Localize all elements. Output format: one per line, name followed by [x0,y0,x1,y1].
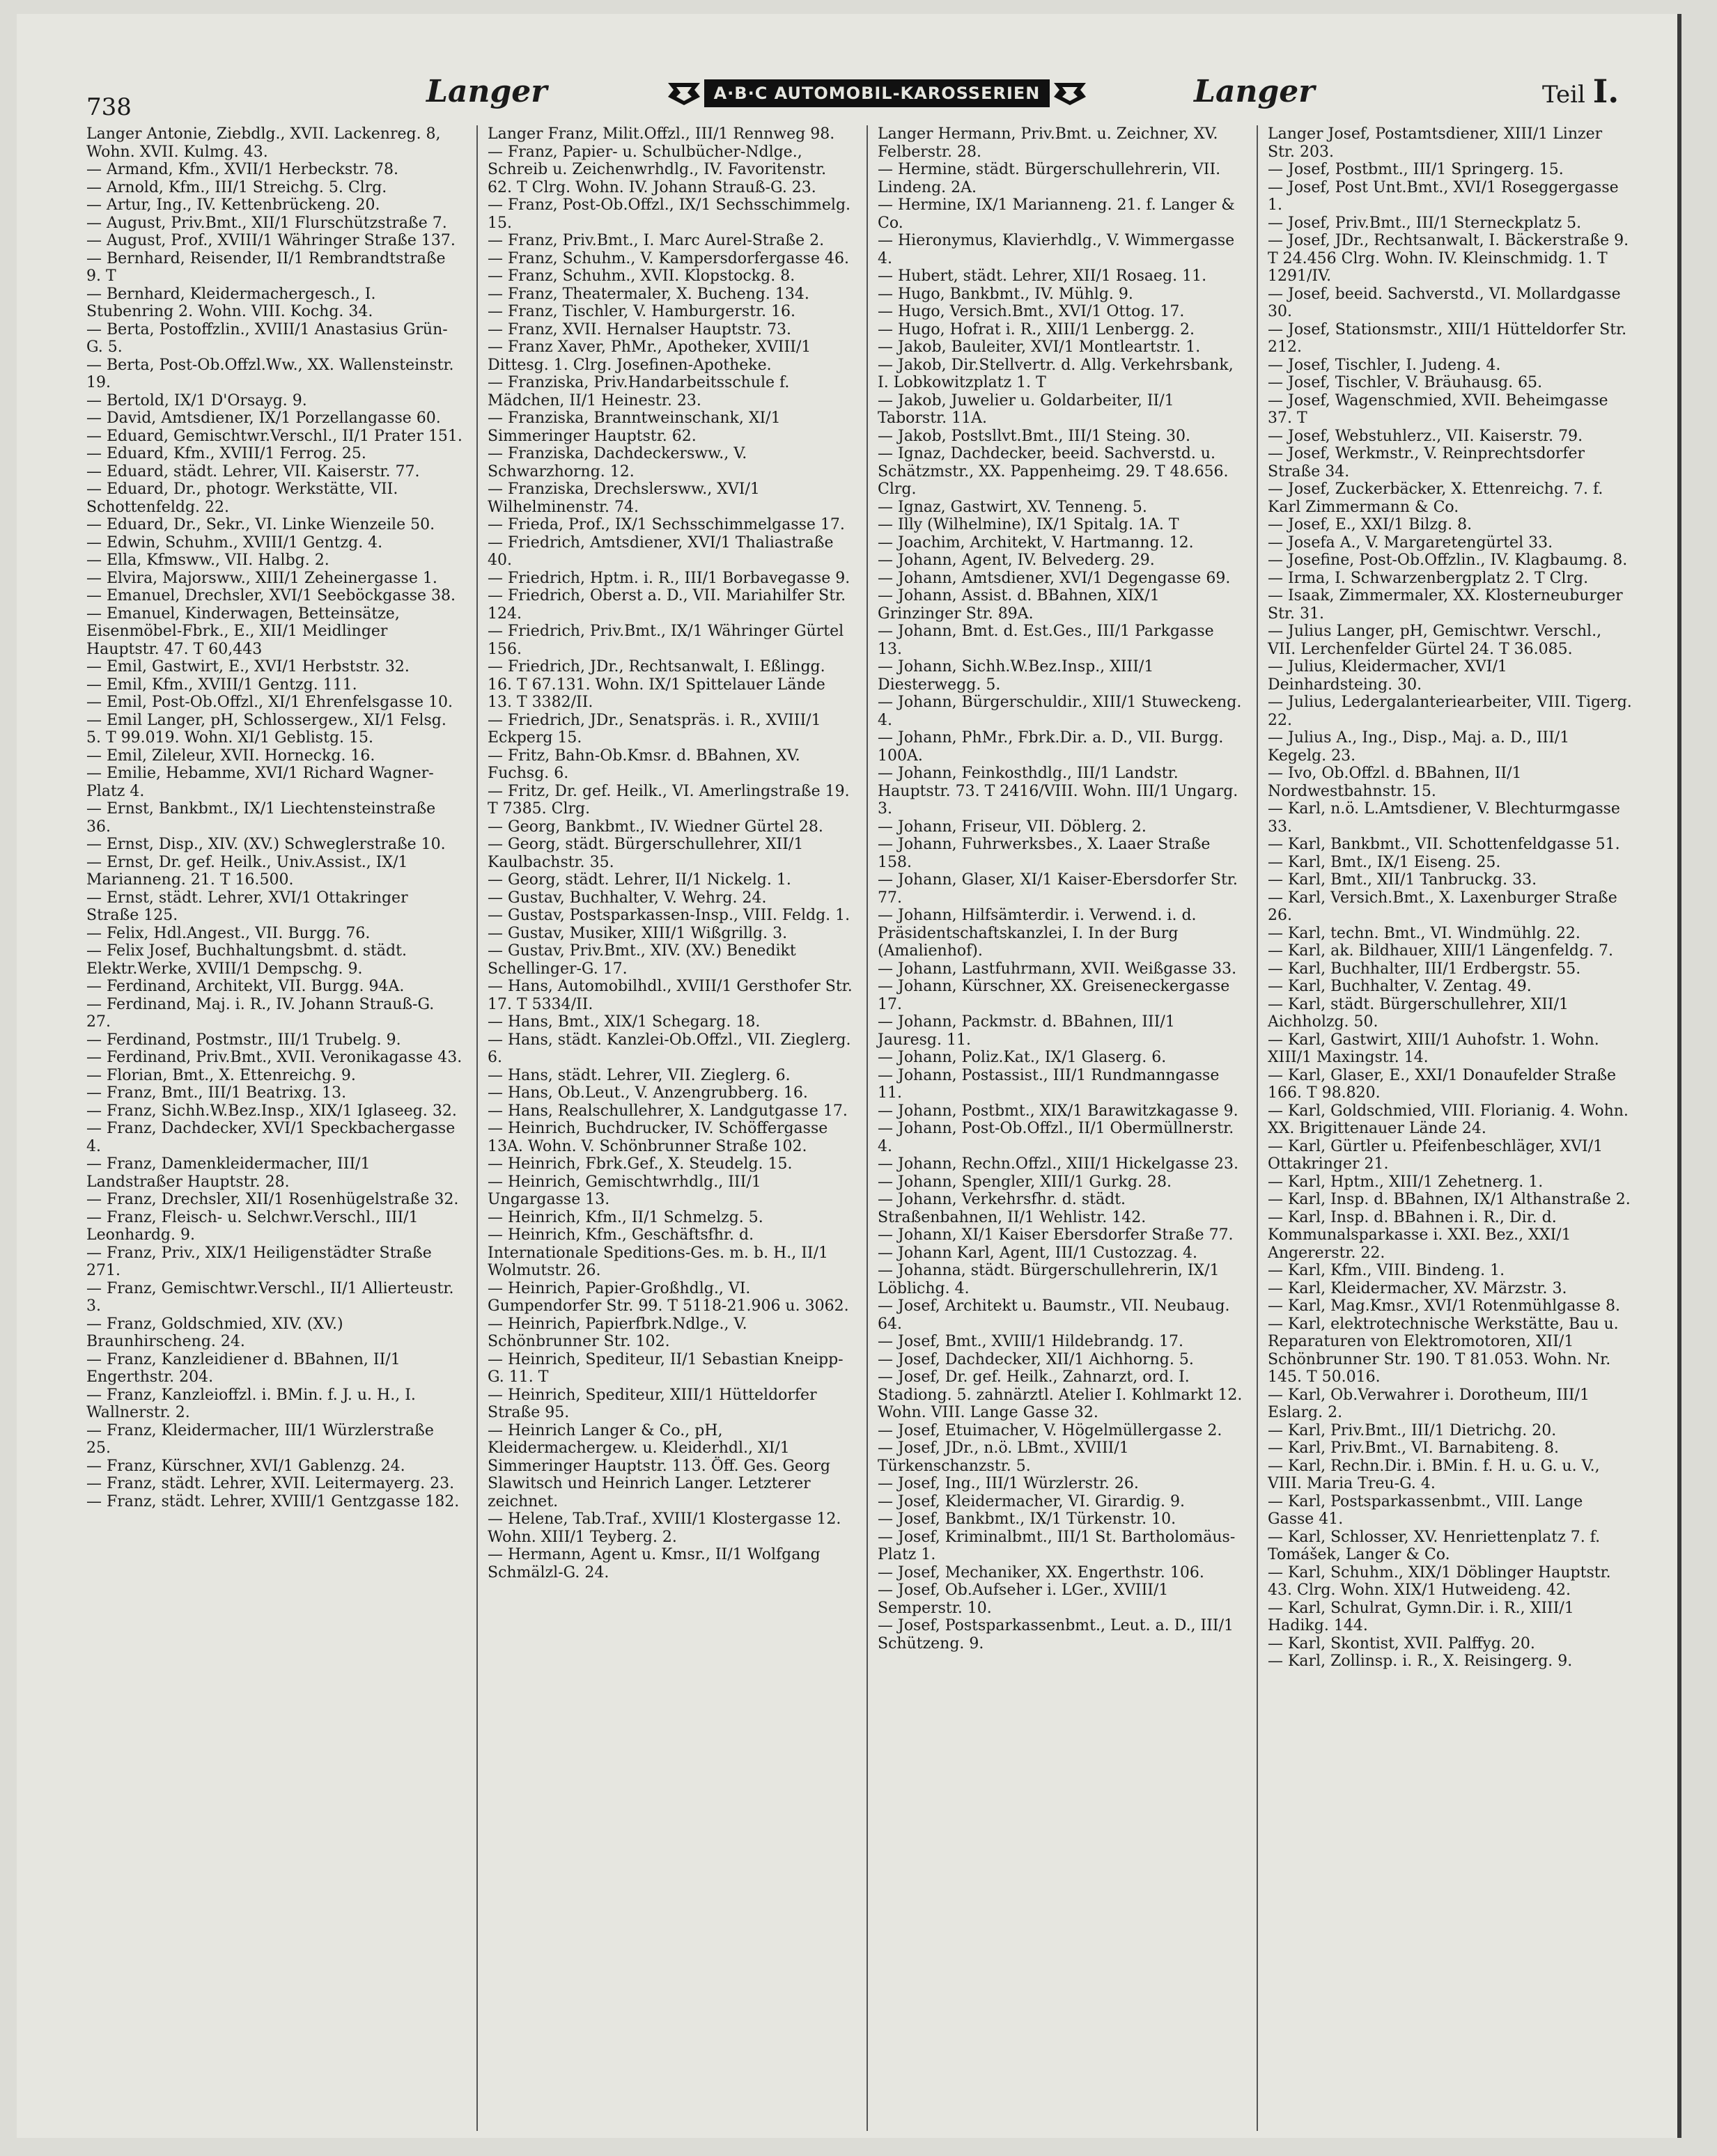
directory-entry: — Ernst, Disp., XIV. (XV.) Schweglerstraße 10. [86,836,446,853]
column-4 [1257,125,1633,2131]
directory-entry: — Heinrich, Spediteur, II/1 Sebastian Kneipp-G. 11. T [488,1350,844,1386]
directory-entry: — Karl, Insp. d. BBahnen, IX/1 Althanstraße 2. [1268,1191,1631,1208]
directory-entry: — Gustav, Postsparkassen-Insp., VIII. Feldg. 1. [488,907,850,924]
directory-entry: — Heinrich, Papier-Großhdlg., VI. Gumpendorfer Str. 99. T 5118-21.906 u. 3062. [488,1279,849,1315]
directory-entry: — Franz, Damenkleidermacher, III/1 Landstraßer Hauptstr. 28. [86,1155,371,1191]
directory-entry: — Jakob, Postsllvt.Bmt., III/1 Steing. 30. [878,427,1191,445]
directory-entry: — Karl, Gürtler u. Pfeifenbeschläger, XVI/1 Ottakringer 21. [1268,1137,1603,1173]
directory-entry: — Berta, Postoffzlin., XVIII/1 Anastasius Grün-G. 5. [86,320,448,356]
directory-entry: — Julius Langer, pH, Gemischtwr. Verschl., VII. Lerchenfelder Gürtel 24. T 36.085. [1268,623,1602,658]
directory-entry: — Ferdinand, Postmstr., III/1 Trubelg. 9. [86,1031,401,1049]
directory-entry: — Josef, Tischler, I. Judeng. 4. [1268,356,1501,374]
directory-entry: — Franz, städt. Lehrer, XVII. Leitermayerg. 23. [86,1475,455,1492]
directory-entry: — Karl, Versich.Bmt., X. Laxenburger Straße 26. [1268,889,1617,924]
directory-entry: — Franziska, Dachdeckersww., V. Schwarzhorng. 12. [488,445,747,481]
directory-entry: — Julius, Ledergalanteriearbeiter, VIII. Tigerg. 22. [1268,694,1632,729]
section-label: Teil I. [1542,72,1619,110]
directory-entry: — Josef, Priv.Bmt., III/1 Sterneckplatz 5. [1268,214,1582,232]
directory-entry: — Emil Langer, pH, Schlossergew., XI/1 Felsg. 5. T 99.019. Wohn. XI/1 Geblistg. 15. [86,711,446,747]
directory-entry: — Josef, Kriminalbmt., III/1 St. Bartholomäus-Platz 1. [878,1528,1236,1563]
directory-entry: — Karl, n.ö. L.Amtsdiener, V. Blechturmgasse 33. [1268,800,1620,836]
directory-entry: — Ferdinand, Architekt, VII. Burgg. 94A. [86,978,405,995]
directory-entry: — Eduard, Kfm., XVIII/1 Ferrog. 25. [86,445,366,462]
directory-entry: — Johann, Glaser, XI/1 Kaiser-Ebersdorfer Str. 77. [878,871,1238,907]
directory-entry: — Josef, Architekt u. Baumstr., VII. Neubaug. 64. [878,1297,1230,1333]
directory-entry: — Johann, Postassist., III/1 Rundmanngasse 11. [878,1066,1220,1102]
directory-entry: — Franz, Gemischtwr.Verschl., II/1 Allierteustr. 3. [86,1279,454,1315]
directory-entry: — Karl, Insp. d. BBahnen i. R., Dir. d. Kommunalsparkasse i. XXI. Bez., XXI/1 Angererstr. 22. [1268,1208,1571,1262]
directory-entry: — Gustav, Buchhalter, V. Wehrg. 24. [488,889,767,907]
directory-entry: Langer Franz, Milit.Offzl., III/1 Rennweg 98. [488,125,835,143]
directory-entry: — Arnold, Kfm., III/1 Streichg. 5. Clrg. [86,178,387,196]
directory-entry: — Friedrich, Amtsdiener, XVI/1 Thaliastraße 40. [488,533,834,569]
directory-entry: — Felix, Hdl.Angest., VII. Burgg. 76. [86,924,371,942]
directory-entry: — Josef, Stationsmstr., XIII/1 Hütteldorfer Str. 212. [1268,320,1627,356]
directory-entry: — Josef, Postsparkassenbmt., Leut. a. D., III/1 Schützeng. 9. [878,1617,1234,1653]
directory-entry: — Karl, Priv.Bmt., VI. Barnabiteng. 8. [1268,1439,1559,1457]
directory-entry: — Karl, Priv.Bmt., III/1 Dietrichg. 20. [1268,1421,1557,1439]
directory-entry: — Armand, Kfm., XVII/1 Herbeckstr. 78. [86,161,399,178]
directory-entry: — Karl, Hptm., XIII/1 Zehetnerg. 1. [1268,1173,1544,1191]
directory-entry: — Franz Xaver, PhMr., Apotheker, XVIII/1 Dittesg. 1. Clrg. Josefinen-Apotheke. [488,338,811,374]
directory-entry: — Karl, Rechn.Dir. i. BMin. f. H. u. G. u. V., VIII. Maria Treu-G. 4. [1268,1457,1600,1492]
directory-entry: — Johann, Postbmt., XIX/1 Barawitzkagasse 9. [878,1102,1238,1120]
directory-entry: — Josef, Postbmt., III/1 Springerg. 15. [1268,161,1564,178]
directory-entry: — Emil, Kfm., XVIII/1 Gentzg. 111. [86,675,357,694]
directory-entry: — Franz, Goldschmied, XIV. (XV.) Braunhirscheng. 24. [86,1315,343,1350]
directory-entry: — Josef, Tischler, V. Bräuhausg. 65. [1268,374,1543,391]
directory-entry: — Karl, elektrotechnische Werkstätte, Bau u. Reparaturen von Elektromotoren, XII/1 Schönbrunner Str. 190. T 81.053. Wohn. Nr. 145. T 50.016. [1268,1315,1619,1386]
directory-entry: — Fritz, Dr. gef. Heilk., VI. Amerlingstraße 19. T 7385. Clrg. [488,782,850,818]
directory-entry: — Ernst, Dr. gef. Heilk., Univ.Assist., IX/1 Marianneng. 21. T 16.500. [86,853,408,889]
directory-entry: — Illy (Wilhelmine), IX/1 Spitalg. 1A. T [878,516,1179,533]
directory-entry: — Hugo, Versich.Bmt., XVI/1 Ottog. 17. [878,303,1185,320]
directory-entry: — Johann, Hilfsämterdir. i. Verwend. i. d. Präsidentschaftskanzlei, I. In der Burg (Amalienhof). [878,907,1197,960]
directory-entry: Langer Josef, Postamtsdiener, XIII/1 Linzer Str. 203. [1268,125,1603,161]
directory-entry: — Karl, Gastwirt, XIII/1 Auhofstr. 1. Wohn. XIII/1 Maxingstr. 14. [1268,1031,1599,1066]
directory-entry: — Jakob, Juwelier u. Goldarbeiter, II/1 Taborstr. 11A. [878,391,1174,427]
directory-entry: — Julius, Kleidermacher, XVI/1 Deinhardsteing. 30. [1268,658,1507,694]
directory-entry: — Heinrich, Gemischtwrhdlg., III/1 Ungargasse 13. [488,1173,761,1208]
directory-entry: — Irma, I. Schwarzenbergplatz 2. T Clrg. [1268,569,1589,587]
directory-entry: — Hans, Automobilhdl., XVIII/1 Gersthofer Str. 17. T 5334/II. [488,978,853,1013]
directory-entry: — Eduard, Dr., Sekr., VI. Linke Wienzeile 50. [86,516,435,533]
directory-entry: — August, Priv.Bmt., XII/1 Flurschützstraße 7. [86,214,447,232]
directory-entry: — Franz, Fleisch- u. Selchwr.Verschl., III/1 Leonhardg. 9. [86,1208,419,1244]
directory-entry: — Friedrich, Hptm. i. R., III/1 Borbavegasse 9. [488,569,850,587]
directory-entry: — Josef, Mechaniker, XX. Engerthstr. 106. [878,1563,1204,1581]
directory-entry: — Johann, Kürschner, XX. Greiseneckergasse 17. [878,978,1230,1013]
column-1 [86,125,463,2131]
directory-entry: — Ferdinand, Maj. i. R., IV. Johann Strauß-G. 27. [86,995,435,1031]
directory-entry: — Karl, ak. Bildhauer, XIII/1 Längenfeldg. 7. [1268,942,1614,960]
directory-entry: — Karl, Bmt., IX/1 Eiseng. 25. [1268,853,1501,871]
directory-entry: — Emilie, Hebamme, XVI/1 Richard Wagner-Platz 4. [86,765,434,800]
directory-entry: — Franz, Kanzleioffzl. i. BMin. f. J. u. H., I. Wallnerstr. 2. [86,1386,416,1421]
directory-entry: — Franz, Schuhm., XVII. Klopstockg. 8. [488,267,795,285]
directory-entry: — Josef, Wagenschmied, XVII. Beheimgasse 37. T [1268,391,1608,427]
directory-entry: — Heinrich, Fbrk.Gef., X. Steudelg. 15. [488,1155,793,1173]
directory-entry: — Helene, Tab.Traf., XVIII/1 Klostergasse 12. Wohn. XIII/1 Teyberg. 2. [488,1510,841,1546]
directory-entry: — Josefa A., V. Margaretengürtel 33. [1268,533,1553,552]
directory-entry: — Johann, Bmt. d. Est.Ges., III/1 Parkgasse 13. [878,623,1214,658]
directory-entry: — Heinrich, Papierfbrk.Ndlge., V. Schönbrunner Str. 102. [488,1315,747,1350]
directory-entry: — Gustav, Musiker, XIII/1 Wißgrillg. 3. [488,924,788,942]
directory-columns [86,125,1647,2131]
directory-entry: — Franz, Drechsler, XII/1 Rosenhügelstraße 32. [86,1191,459,1208]
directory-entry: — Emanuel, Drechsler, XVI/1 Seeböckgasse 38. [86,587,456,604]
emblem-icon [665,79,704,107]
directory-entry: — Artur, Ing., IV. Kettenbrückeng. 20. [86,196,380,214]
directory-entry: Langer Hermann, Priv.Bmt. u. Zeichner, XV. Felberstr. 28. [878,125,1218,161]
directory-entry: — Hermine, städt. Bürgerschullehrerin, VII. Lindeng. 2A. [878,161,1221,196]
directory-entry: — Hans, Ob.Leut., V. Anzengrubberg. 16. [488,1084,808,1102]
directory-entry: — Karl, Ob.Verwahrer i. Dorotheum, III/1 Eslarg. 2. [1268,1386,1590,1421]
directory-entry: — Joachim, Architekt, V. Hartmanng. 12. [878,533,1194,552]
directory-entry: — Josef, Webstuhlerz., VII. Kaiserstr. 79. [1268,427,1583,445]
emblem-icon [1050,79,1089,107]
directory-entry: — Franz, städt. Lehrer, XVIII/1 Gentzgasse 182. [86,1492,460,1510]
directory-entry: — Franz, Priv., XIX/1 Heiligenstädter Straße 271. [86,1244,432,1279]
directory-entry: — Johann, Post-Ob.Offzl., II/1 Obermüllnerstr. 4. [878,1120,1234,1155]
directory-entry: — Johann, Agent, IV. Belvederg. 29. [878,552,1155,569]
directory-entry: — Johann, Assist. d. BBahnen, XIX/1 Grinzinger Str. 89A. [878,587,1160,623]
directory-entry: — Josef, E., XXI/1 Bilzg. 8. [1268,516,1473,533]
directory-entry: — Fritz, Bahn-Ob.Kmsr. d. BBahnen, XV. Fuchsg. 6. [488,747,800,782]
directory-entry: — Ivo, Ob.Offzl. d. BBahnen, II/1 Nordwestbahnstr. 15. [1268,765,1522,800]
directory-entry: — Franz, XVII. Hernalser Hauptstr. 73. [488,320,792,338]
directory-entry: — Eduard, Gemischtwr.Verschl., II/1 Prater 151. [86,427,463,445]
directory-entry: — Karl, techn. Bmt., VI. Windmühlg. 22. [1268,924,1580,942]
advert-banner [665,79,1089,107]
directory-entry: — Karl, Schulrat, Gymn.Dir. i. R., XIII/1 Hadikg. 144. [1268,1599,1574,1634]
directory-entry: — Eduard, städt. Lehrer, VII. Kaiserstr. 77. [86,462,420,481]
directory-entry: — Franz, Post-Ob.Offzl., IX/1 Sechsschimmelg. 15. [488,196,851,232]
directory-entry: — Hermann, Agent u. Kmsr., II/1 Wolfgang Schmälzl-G. 24. [488,1546,821,1581]
directory-entry: — Jakob, Bauleiter, XVI/1 Montleartstr. 1. [878,338,1201,356]
directory-entry: — Georg, Bankbmt., IV. Wiedner Gürtel 28. [488,818,823,836]
directory-entry: — Franz, Sichh.W.Bez.Insp., XIX/1 Iglaseeg. 32. [86,1102,457,1120]
directory-entry: — Hubert, städt. Lehrer, XII/1 Rosaeg. 11. [878,267,1207,285]
directory-entry: — Karl, Glaser, E., XXI/1 Donaufelder Straße 166. T 98.820. [1268,1066,1617,1102]
directory-entry: — Karl, Buchhalter, V. Zentag. 49. [1268,978,1532,995]
directory-entry: — Hans, städt. Lehrer, VII. Zieglerg. 6. [488,1066,791,1084]
directory-entry: — Johann, Rechn.Offzl., XIII/1 Hickelgasse 23. [878,1155,1239,1173]
directory-entry: — Georg, städt. Bürgerschullehrer, XII/1 Kaulbachstr. 35. [488,836,804,871]
directory-entry: — Ernst, Bankbmt., IX/1 Liechtensteinstraße 36. [86,800,436,836]
directory-entry: — Johann, Fuhrwerksbes., X. Laaer Straße 158. [878,836,1211,871]
directory-entry: — Johann, PhMr., Fbrk.Dir. a. D., VII. Burgg. 100A. [878,729,1224,765]
directory-entry: — Karl, Kleidermacher, XV. Märzstr. 3. [1268,1279,1567,1297]
directory-entry: — Georg, städt. Lehrer, II/1 Nickelg. 1. [488,871,791,889]
directory-entry: — David, Amtsdiener, IX/1 Porzellangasse 60. [86,409,441,427]
directory-entry: — Hans, städt. Kanzlei-Ob.Offzl., VII. Zieglerg. 6. [488,1031,851,1066]
directory-entry: — Eduard, Dr., photogr. Werkstätte, VII. Schottenfeldg. 22. [86,481,398,516]
running-head-right: Langer [1194,74,1315,109]
directory-entry: — Karl, Skontist, XVII. Palffyg. 20. [1268,1634,1535,1653]
directory-entry: — Berta, Post-Ob.Offzl.Ww., XX. Wallensteinstr. 19. [86,356,454,391]
directory-entry: — Johann, Amtsdiener, XVI/1 Degengasse 69. [878,569,1231,587]
directory-entry: — Johann Karl, Agent, III/1 Custozzag. 4. [878,1244,1197,1262]
directory-entry: — Karl, Goldschmied, VIII. Florianig. 4. Wohn. XX. Brigittenauer Lände 24. [1268,1102,1629,1137]
directory-entry: — Franz, Theatermaler, X. Bucheng. 134. [488,285,809,303]
directory-entry: — Heinrich, Buchdrucker, IV. Schöffergasse 13A. Wohn. V. Schönbrunner Straße 102. [488,1120,828,1155]
directory-entry: — Josef, JDr., n.ö. LBmt., XVIII/1 Türkenschanzstr. 5. [878,1439,1129,1475]
directory-entry: — Johann, Spengler, XIII/1 Gurkg. 28. [878,1173,1172,1191]
directory-entry: — Karl, Schlosser, XV. Henriettenplatz 7. f. Tomášek, Langer & Co. [1268,1528,1601,1563]
directory-entry: — Franz, Bmt., III/1 Beatrixg. 13. [86,1084,347,1102]
directory-entry: — Josef, Ing., III/1 Würzlerstr. 26. [878,1475,1139,1492]
directory-entry: — Gustav, Priv.Bmt., XIV. (XV.) Benedikt Schellinger-G. 17. [488,942,796,978]
column-3 [867,125,1243,2131]
directory-entry: — Franz, Dachdecker, XVI/1 Speckbachergasse 4. [86,1120,456,1155]
directory-entry: — August, Prof., XVIII/1 Währinger Straße 137. [86,232,456,249]
directory-entry: — Florian, Bmt., X. Ettenreichg. 9. [86,1066,356,1084]
directory-entry: — Emanuel, Kinderwagen, Betteinsätze, Eisenmöbel-Fbrk., E., XII/1 Meidlinger Hauptstr. 47. T 60,443 [86,604,400,658]
directory-entry: — Heinrich, Kfm., Geschäftsfhr. d. Internationale Speditions-Ges. m. b. H., II/1 Wolmutstr. 26. [488,1226,829,1279]
directory-entry: — Franziska, Drechslersww., XVI/1 Wilhelminenstr. 74. [488,481,760,516]
directory-entry: — Ignaz, Gastwirt, XV. Tenneng. 5. [878,498,1147,516]
directory-entry: — Heinrich, Kfm., II/1 Schmelzg. 5. [488,1208,763,1226]
directory-entry: — Karl, Schuhm., XIX/1 Döblinger Hauptstr. 43. Clrg. Wohn. XIX/1 Hutweideng. 42. [1268,1563,1611,1599]
directory-entry: — Bernhard, Kleidermachergesch., I. Stubenring 2. Wohn. VIII. Kochg. 34. [86,285,376,320]
directory-entry: — Hermine, IX/1 Marianneng. 21. f. Langer & Co. [878,196,1235,232]
directory-entry: — Friedrich, Priv.Bmt., IX/1 Währinger Gürtel 156. [488,623,844,658]
directory-entry: — Franz, Kürschner, XVI/1 Gablenzg. 24. [86,1457,405,1475]
directory-entry: — Hugo, Bankbmt., IV. Mühlg. 9. [878,285,1133,303]
directory-entry: — Johann, Lastfuhrmann, XVII. Weißgasse 33. [878,960,1237,978]
directory-entry: — Hieronymus, Klavierhdlg., V. Wimmergasse 4. [878,232,1235,267]
directory-entry: — Frieda, Prof., IX/1 Sechsschimmelgasse 17. [488,516,845,533]
directory-entry: — Karl, Zollinsp. i. R., X. Reisingerg. 9. [1268,1653,1573,1670]
directory-entry: — Josefine, Post-Ob.Offzlin., IV. Klagbaumg. 8. [1268,552,1628,569]
directory-entry: — Franz, Kleidermacher, III/1 Würzlerstraße 25. [86,1421,434,1457]
directory-entry: — Josef, Zuckerbäcker, X. Ettenreichg. 7. f. Karl Zimmermann & Co. [1268,481,1603,516]
directory-entry: — Franz, Kanzleidiener d. BBahnen, II/1 Engerthstr. 204. [86,1350,401,1386]
directory-page [17,14,1681,2138]
directory-entry: — Franz, Schuhm., V. Kampersdorfergasse 46. [488,249,850,267]
directory-entry: — Josef, Kleidermacher, VI. Girardig. 9. [878,1492,1185,1510]
directory-entry: — Emil, Zileleur, XVII. Horneckg. 16. [86,747,375,765]
directory-entry: — Heinrich, Spediteur, XIII/1 Hütteldorfer Straße 95. [488,1386,817,1421]
directory-entry: — Josef, Post Unt.Bmt., XVI/1 Roseggergasse 1. [1268,178,1619,214]
directory-entry: — Johanna, städt. Bürgerschullehrerin, IX/1 Löblichg. 4. [878,1262,1220,1297]
directory-entry: — Hans, Bmt., XIX/1 Schegarg. 18. [488,1013,761,1031]
directory-entry: — Hugo, Hofrat i. R., XIII/1 Lenbergg. 2. [878,320,1195,338]
page-number: 738 [86,93,132,121]
directory-entry: — Franz, Priv.Bmt., I. Marc Aurel-Straße 2. [488,232,825,249]
directory-entry: — Josef, Bankbmt., IX/1 Türkenstr. 10. [878,1510,1176,1528]
directory-entry: — Emil, Gastwirt, E., XVI/1 Herbststr. 32. [86,658,410,675]
directory-entry: — Josef, Dachdecker, XII/1 Aichhorng. 5. [878,1350,1194,1368]
directory-entry: — Johann, XI/1 Kaiser Ebersdorfer Straße 77. [878,1226,1234,1244]
directory-entry: — Josef, Ob.Aufseher i. LGer., XVIII/1 Semperstr. 10. [878,1581,1169,1617]
directory-entry: — Julius A., Ing., Disp., Maj. a. D., III/1 Kegelg. 23. [1268,729,1570,765]
directory-entry: — Josef, JDr., Rechtsanwalt, I. Bäckerstraße 9. T 24.456 Clrg. Wohn. IV. Kleinschmidg. 1. T 1291/IV. [1268,232,1629,285]
directory-entry: — Johann, Packmstr. d. BBahnen, III/1 Jauresg. 11. [878,1013,1175,1049]
directory-entry: — Heinrich Langer & Co., pH, Kleidermachergew. u. Kleiderhdl., XI/1 Simmeringer Hauptstr. 113. Öff. Ges. Georg Slawitsch und Heinrich Langer. Letzterer zeichnet. [488,1421,830,1510]
directory-entry: — Karl, Buchhalter, III/1 Erdbergstr. 55. [1268,960,1581,978]
column-2 [476,125,853,2131]
directory-entry: — Johann, Poliz.Kat., IX/1 Glaserg. 6. [878,1049,1167,1066]
directory-entry: — Karl, Postsparkassenbmt., VIII. Lange Gasse 41. [1268,1492,1583,1528]
directory-entry: — Josef, Werkmstr., V. Reinprechtsdorfer Straße 34. [1268,445,1585,481]
directory-entry: — Friedrich, JDr., Senatspräs. i. R., XVIII/1 Eckperg 15. [488,711,821,747]
directory-entry: — Edwin, Schuhm., XVIII/1 Gentzg. 4. [86,533,383,552]
directory-entry: — Johann, Sichh.W.Bez.Insp., XIII/1 Diesterwegg. 5. [878,658,1154,694]
directory-entry: — Karl, Mag.Kmsr., XVI/1 Rotenmühlgasse 8. [1268,1297,1620,1315]
directory-entry: Langer Antonie, Ziebdlg., XVII. Lackenreg. 8, Wohn. XVII. Kulmg. 43. [86,125,441,161]
directory-entry: — Josef, Dr. gef. Heilk., Zahnarzt, ord. I. Stadiong. 5. zahnärztl. Atelier I. Kohlmarkt 12. Wohn. VIII. Lange Gasse 32. [878,1368,1243,1421]
directory-entry: — Josef, Bmt., XVIII/1 Hildebrandg. 17. [878,1333,1183,1350]
directory-entry: — Friedrich, Oberst a. D., VII. Mariahilfer Str. 124. [488,587,846,623]
page-header [17,58,1681,121]
directory-entry: — Bertold, IX/1 D'Orsayg. 9. [86,391,307,409]
directory-entry: — Franziska, Branntweinschank, XI/1 Simmeringer Hauptstr. 62. [488,409,781,445]
directory-entry: — Hans, Realschullehrer, X. Landgutgasse 17. [488,1102,848,1120]
directory-entry: — Felix Josef, Buchhaltungsbmt. d. städt. Elektr.Werke, XVIII/1 Dempschg. 9. [86,942,407,978]
directory-entry: — Franziska, Priv.Handarbeitsschule f. Mädchen, II/1 Heinestr. 23. [488,374,790,409]
directory-entry: — Josef, beeid. Sachverstd., VI. Mollardgasse 30. [1268,285,1621,320]
directory-entry: — Johann, Bürgerschuldir., XIII/1 Stuweckeng. 4. [878,694,1242,729]
directory-entry: — Bernhard, Reisender, II/1 Rembrandtstraße 9. T [86,249,446,285]
directory-entry: — Emil, Post-Ob.Offzl., XI/1 Ehrenfelsgasse 10. [86,694,453,711]
running-head-left: Langer [426,74,547,109]
directory-entry: — Johann, Verkehrsfhr. d. städt. Straßenbahnen, II/1 Wehlistr. 142. [878,1191,1147,1226]
directory-entry: — Karl, Kfm., VIII. Bindeng. 1. [1268,1262,1505,1279]
directory-entry: — Karl, Bmt., XII/1 Tanbruckg. 33. [1268,871,1537,889]
directory-entry: — Ernst, städt. Lehrer, XVI/1 Ottakringer Straße 125. [86,889,408,924]
directory-entry: — Johann, Feinkosthdlg., III/1 Landstr. Hauptstr. 73. T 2416/VIII. Wohn. III/1 Ungarg. 3. [878,765,1238,818]
directory-entry: — Jakob, Dir.Stellvertr. d. Allg. Verkehrsbank, I. Lobkowitzplatz 1. T [878,356,1234,391]
directory-entry: — Ignaz, Dachdecker, beeid. Sachverstd. u. Schätzmstr., XX. Pappenheimg. 29. T 48.656. Clrg. [878,445,1229,498]
directory-entry: — Josef, Etuimacher, V. Högelmüllergasse 2. [878,1421,1222,1439]
directory-entry: — Karl, Bankbmt., VII. Schottenfeldgasse 51. [1268,836,1620,853]
advert-banner-text: A·B·C AUTOMOBIL-KAROSSERIEN [704,79,1050,107]
directory-entry: — Isaak, Zimmermaler, XX. Klosterneuburger Str. 31. [1268,587,1623,623]
directory-entry: — Elvira, Majorsww., XIII/1 Zeheinergasse 1. [86,569,437,587]
directory-entry: — Johann, Friseur, VII. Döblerg. 2. [878,818,1147,836]
directory-entry: — Karl, städt. Bürgerschullehrer, XII/1 Aichholzg. 50. [1268,995,1569,1031]
directory-entry: — Franz, Papier- u. Schulbücher-Ndlge., Schreib u. Zeichenwrhdlg., IV. Favoritenstr. 62. T Clrg. Wohn. IV. Johann Strauß-G. 23. [488,143,827,196]
directory-entry: — Ferdinand, Priv.Bmt., XVII. Veronikagasse 43. [86,1049,463,1066]
directory-entry: — Ella, Kfmsww., VII. Halbg. 2. [86,552,329,569]
directory-entry: — Friedrich, JDr., Rechtsanwalt, I. Eßlingg. 16. T 67.131. Wohn. IX/1 Spittelauer Lände 13. T 3382/II. [488,658,825,711]
directory-entry: — Franz, Tischler, V. Hamburgerstr. 16. [488,303,796,320]
